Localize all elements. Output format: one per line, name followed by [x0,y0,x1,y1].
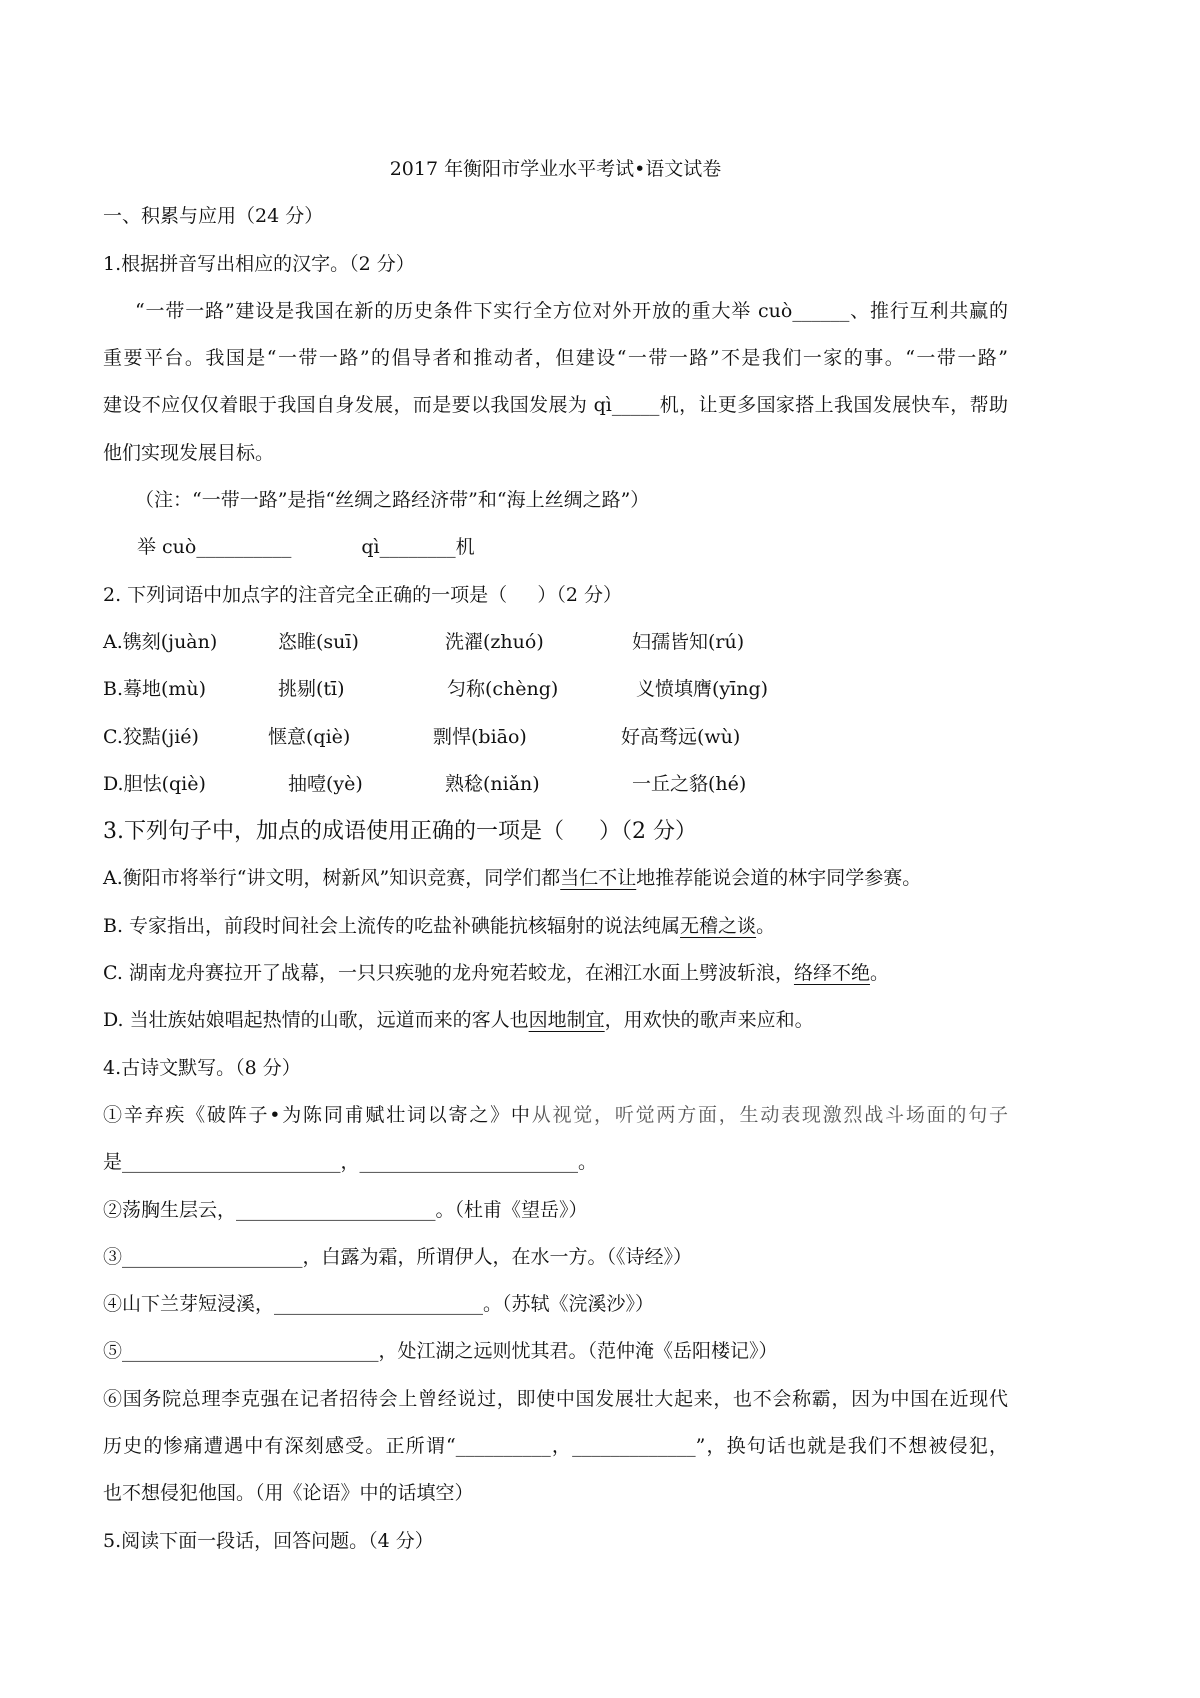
option-text: B. 专家指出，前段时间社会上流传的吃盐补碘能抗核辐射的说法纯属 [103,914,681,937]
option-word: 恣睢(suī) [278,630,359,653]
option-word: D.胆怯(qiè) [103,772,206,795]
option-word: 妇孺皆知(rú) [632,630,745,653]
item-text: ①辛弃疾《破阵子•为陈同甫赋壮词以寄之》中 [103,1103,532,1126]
option-word: B.蓦地(mù) [103,678,207,701]
question-4-item-6-line: 也不想侵犯他国。（用《论语》中的话填空） [103,1482,474,1505]
question-4-item-3: ③___________________，白露为霜，所谓伊人，在水一方。（《诗经》） [103,1245,693,1268]
question-2-option-row-a [103,619,1008,666]
option-text: 。 [869,962,889,985]
question-3-option-c [103,950,1008,997]
underlined-idiom: 当仁不让 [560,867,637,890]
option-word: 匀称(chèng) [447,678,559,701]
question-2-stem: 2. 下列词语中加点字的注音完全正确的一项是（ ）（2 分） [103,583,622,606]
option-word: 惬意(qiè) [268,725,351,748]
underlined-idiom: 络绎不绝 [793,962,870,985]
question-1-passage-line: 建设不应仅仅着眼于我国自身发展，而是要以我国发展为 qì_____机，让更多国家搭上我国发展快车，帮助 [103,394,1008,417]
question-4-item-4: ④山下兰芽短浸溪，______________________。（苏轼《浣溪沙》） [103,1293,655,1316]
question-3-option-d [103,997,1008,1044]
underlined-idiom: 无稽之谈 [680,914,757,937]
question-1-note: （注：“一带一路”是指“丝绸之路经济带”和“海上丝绸之路”） [135,489,650,512]
option-text: ，用欢快的歌声来应和。 [604,1009,814,1032]
question-1-stem: 1.根据拼音写出相应的汉字。（2 分） [103,252,415,275]
question-4-item-6-line: 历史的惨痛遭遇中有深刻感受。正所谓“__________，_____________”，换句话也就是我们不想被侵犯， [103,1435,1008,1458]
question-3-option-a [103,855,1008,902]
option-word: 好高骛远(wù) [621,725,741,748]
question-1-answer-line [103,524,1008,571]
option-word: 剽悍(biāo) [433,725,527,748]
option-text: 。 [756,914,776,937]
answer-blank-cuo: 举 cuò__________ [137,536,292,559]
question-1-passage-line: “一带一路”建设是我国在新的历史条件下实行全方位对外开放的重大举 cuò______、推行互利共赢的 [135,299,1008,322]
question-1-passage-line: 重要平台。我国是“一带一路”的倡导者和推动者，但建设“一带一路”不是我们一家的事。“一带一路” [103,347,1008,370]
option-text: D. 当壮族姑娘唱起热情的山歌，远道而来的客人也 [103,1009,529,1032]
question-5-stem: 5.阅读下面一段话，回答问题。（4 分） [103,1529,434,1552]
question-4-item-1-blanks: 是_______________________，_______________________。 [103,1151,598,1174]
question-3-option-b [103,903,1008,950]
question-2-option-row-b [103,666,1008,713]
answer-blank-qi: qì________机 [361,536,475,559]
question-4-stem: 4.古诗文默写。（8 分） [103,1056,301,1079]
question-1-passage-line: 他们实现发展目标。 [103,441,275,464]
underlined-idiom: 因地制宜 [528,1009,605,1032]
question-4-item-1 [103,1092,1008,1139]
question-3-stem: 3.下列句子中，加点的成语使用正确的一项是（ ）（2 分） [103,819,697,845]
option-word: 熟稔(niǎn) [445,772,540,795]
item-text: 从视觉，听觉两方面，生动表现激烈战斗场面的句子 [531,1103,1008,1126]
option-text: A.衡阳市将举行“讲文明，树新风”知识竞赛，同学们都 [103,867,561,890]
option-word: C.狡黠(jié) [103,725,199,748]
option-word: 抽噎(yè) [288,772,363,795]
option-word: A.镌刻(juàn) [103,630,218,653]
option-text: 地推荐能说会道的林宇同学参赛。 [636,867,922,890]
question-4-item-6-line: ⑥国务院总理李克强在记者招待会上曾经说过，即使中国发展壮大起来，也不会称霸，因为中国在近现代 [103,1387,1008,1410]
option-word: 挑剔(tī) [278,678,345,701]
option-word: 洗濯(zhuó) [445,630,544,653]
exam-content [103,146,1008,1565]
option-word: 义愤填膺(yīng) [636,678,769,701]
option-word: 一丘之貉(hé) [632,772,747,795]
question-4-item-5: ⑤___________________________，处江湖之远则忧其君。（范仲淹《岳阳楼记》） [103,1340,778,1363]
question-4-item-2: ②荡胸生层云，_____________________。（杜甫《望岳》） [103,1198,588,1221]
option-text: C. 湖南龙舟赛拉开了战幕，一只只疾驰的龙舟宛若蛟龙，在湘江水面上劈波斩浪， [103,962,794,985]
section-heading: 一、积累与应用（24 分） [103,205,324,228]
exam-title: 2017 年衡阳市学业水平考试•语文试卷 [389,158,722,180]
question-2-option-row-d [103,761,1008,808]
question-2-option-row-c [103,714,1008,761]
